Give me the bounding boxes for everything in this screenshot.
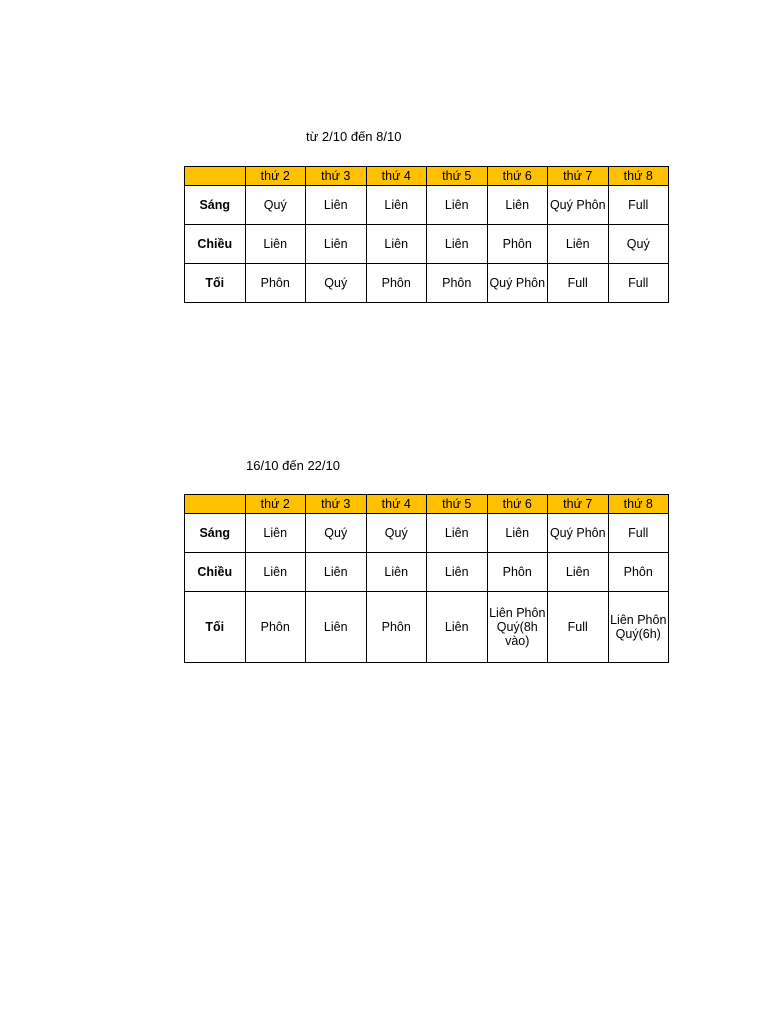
shift-cell: Liên: [366, 186, 427, 225]
day-header: thứ 8: [608, 167, 669, 186]
shift-cell: Full: [548, 264, 609, 303]
shift-cell: Liên: [366, 553, 427, 592]
shift-cell: Liên: [548, 553, 609, 592]
shift-cell: Full: [608, 186, 669, 225]
table-header-row: [185, 495, 669, 514]
day-header: thứ 4: [366, 495, 427, 514]
row-label: Sáng: [185, 514, 246, 553]
shift-cell: Liên: [427, 592, 488, 663]
shift-cell: Liên: [306, 225, 367, 264]
shift-cell: Quý: [306, 264, 367, 303]
shift-cell: Full: [608, 514, 669, 553]
day-header: thứ 6: [487, 167, 548, 186]
shift-cell: Liên: [306, 553, 367, 592]
shift-cell: Liên: [427, 186, 488, 225]
shift-cell: Liên: [245, 514, 306, 553]
shift-cell: Quý Phôn: [487, 264, 548, 303]
corner-cell: [185, 495, 246, 514]
shift-cell: Liên: [487, 186, 548, 225]
day-header: thứ 3: [306, 495, 367, 514]
schedule-2-title: 16/10 đến 22/10: [246, 458, 340, 473]
day-header: thứ 6: [487, 495, 548, 514]
row-label: Chiều: [185, 553, 246, 592]
table-header-row: [185, 167, 669, 186]
shift-cell: Phôn: [608, 553, 669, 592]
shift-cell: Liên: [306, 592, 367, 663]
shift-cell: Phôn: [245, 592, 306, 663]
day-header: thứ 8: [608, 495, 669, 514]
shift-cell: Quý Phôn: [548, 514, 609, 553]
shift-cell: Quý: [306, 514, 367, 553]
table-row-evening: [185, 264, 669, 303]
shift-cell: Phôn: [366, 592, 427, 663]
shift-cell: Phôn: [487, 225, 548, 264]
table-row-evening: [185, 592, 669, 663]
shift-cell: Quý: [245, 186, 306, 225]
day-header: thứ 5: [427, 495, 488, 514]
shift-cell: Phôn: [487, 553, 548, 592]
shift-cell: Full: [608, 264, 669, 303]
day-header: thứ 2: [245, 167, 306, 186]
shift-cell: Liên: [366, 225, 427, 264]
shift-cell: Liên: [427, 553, 488, 592]
shift-cell: Quý Phôn: [548, 186, 609, 225]
shift-cell: Liên Phôn Quý(6h): [608, 592, 669, 663]
shift-cell: Phôn: [427, 264, 488, 303]
shift-cell: Liên: [245, 553, 306, 592]
shift-cell: Liên: [245, 225, 306, 264]
shift-cell: Liên: [487, 514, 548, 553]
day-header: thứ 7: [548, 495, 609, 514]
day-header: thứ 4: [366, 167, 427, 186]
schedule-table-2: [184, 494, 669, 663]
shift-cell: Full: [548, 592, 609, 663]
corner-cell: [185, 167, 246, 186]
shift-cell: Liên: [427, 225, 488, 264]
table-row-afternoon: [185, 225, 669, 264]
shift-cell: Phôn: [366, 264, 427, 303]
shift-cell: Phôn: [245, 264, 306, 303]
table-row-afternoon: [185, 553, 669, 592]
day-header: thứ 7: [548, 167, 609, 186]
row-label: Tối: [185, 264, 246, 303]
day-header: thứ 5: [427, 167, 488, 186]
day-header: thứ 2: [245, 495, 306, 514]
shift-cell: Liên: [548, 225, 609, 264]
shift-cell: Quý: [366, 514, 427, 553]
schedule-1-title: từ 2/10 đến 8/10: [306, 129, 402, 144]
day-header: thứ 3: [306, 167, 367, 186]
shift-cell: Quý: [608, 225, 669, 264]
shift-cell: Liên: [306, 186, 367, 225]
row-label: Tối: [185, 592, 246, 663]
shift-cell: Liên Phôn Quý(8h vào): [487, 592, 548, 663]
row-label: Sáng: [185, 186, 246, 225]
row-label: Chiều: [185, 225, 246, 264]
table-row-morning: [185, 514, 669, 553]
table-row-morning: [185, 186, 669, 225]
shift-cell: Liên: [427, 514, 488, 553]
schedule-table-1: [184, 166, 669, 303]
